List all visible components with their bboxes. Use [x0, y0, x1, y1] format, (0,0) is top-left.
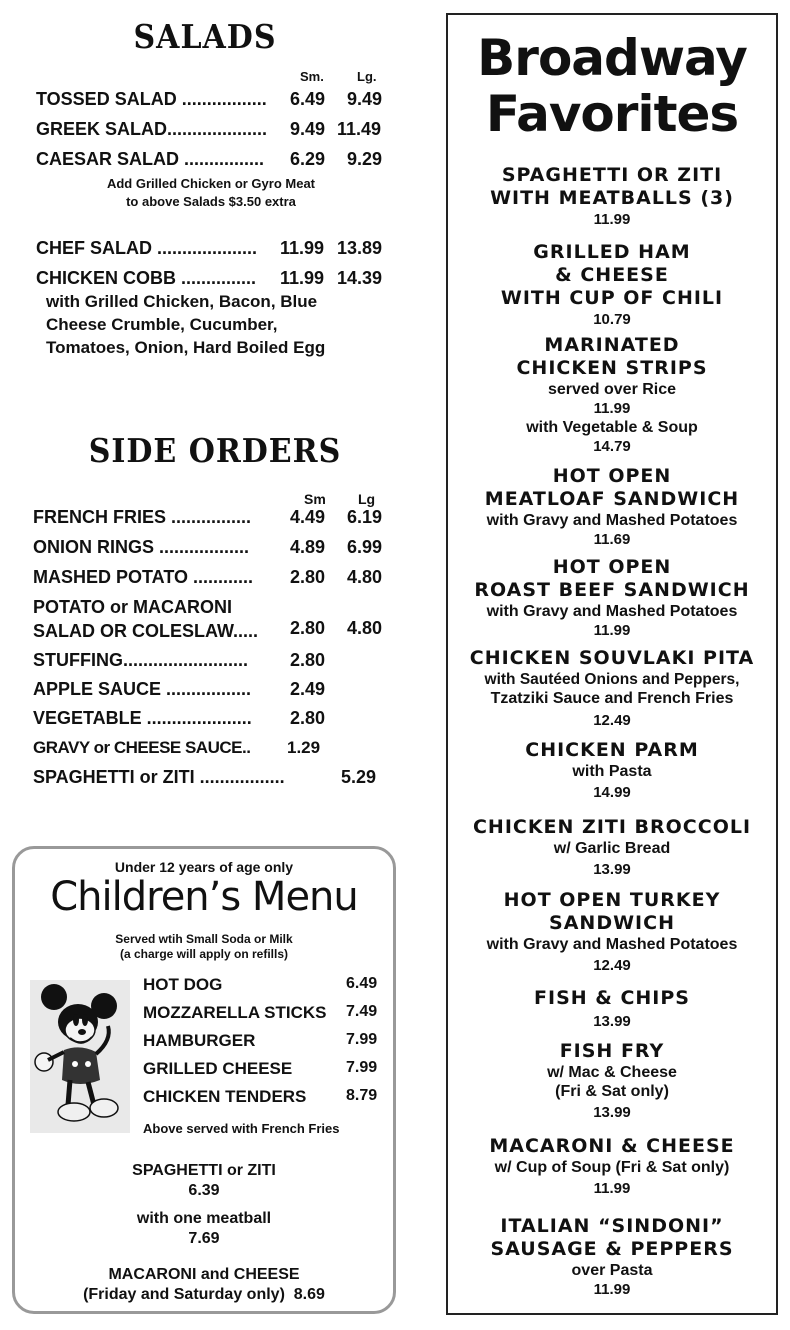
- favorite-item: [446, 164, 778, 229]
- kids-item-price: 7.49: [346, 1003, 378, 1020]
- item-title: ROAST BEEF SANDWICH: [474, 579, 750, 601]
- broadway-title: [446, 30, 778, 142]
- price-lg: 6.19: [347, 507, 383, 527]
- item-name: APPLE SAUCE .................: [33, 679, 252, 699]
- menu-item: [36, 149, 264, 170]
- favorite-item: [446, 739, 778, 802]
- favorite-item: [446, 556, 778, 640]
- kids-meatball: [12, 1209, 396, 1249]
- item-name: POTATO or MACARONI: [33, 597, 232, 617]
- kids-spaghetti: [12, 1161, 396, 1201]
- item-title: CHICKEN ZITI BROCCOLI: [472, 816, 752, 838]
- item-desc: w/ Cup of Soup (Fri & Sat only): [494, 1159, 730, 1176]
- item-price: 12.49: [593, 712, 631, 729]
- menu-item: [33, 537, 249, 558]
- addon-line: Add Grilled Chicken or Gyro Meat: [106, 176, 316, 191]
- item-price: 11.99: [593, 211, 631, 228]
- item-name: FRENCH FRIES ................: [33, 507, 252, 527]
- item-name: STUFFING.........................: [33, 650, 249, 670]
- item-name: SPAGHETTI or ZITI .................: [33, 767, 285, 787]
- item-desc: Tzatziki Sauce and French Fries: [490, 690, 734, 707]
- item-name: ONION RINGS ..................: [33, 537, 250, 557]
- note-line: Served wtih Small Soda or Milk: [115, 932, 293, 946]
- price-lg: 4.80: [347, 567, 383, 587]
- item-title: FISH FRY: [559, 1040, 665, 1062]
- item-price: 12.49: [593, 957, 631, 974]
- item-title: HOT OPEN: [552, 556, 672, 578]
- menu-item: [36, 238, 257, 259]
- menu-item: [36, 119, 267, 140]
- favorite-item: [446, 1040, 778, 1122]
- price-lg: 14.39: [337, 268, 383, 288]
- item-title: SPAGHETTI OR ZITI: [501, 164, 723, 186]
- favorite-item: [446, 465, 778, 549]
- kids-mac: [12, 1265, 396, 1305]
- item-desc: served over Rice: [547, 381, 677, 398]
- item-title: HOT OPEN: [552, 465, 672, 487]
- favorite-item: [446, 816, 778, 879]
- favorite-item: [446, 334, 778, 456]
- served-note: [12, 932, 396, 962]
- addon-line: to above Salads $3.50 extra: [126, 194, 296, 209]
- price-lg: 11.49: [337, 119, 382, 139]
- price-lg: 13.89: [337, 238, 383, 258]
- item-title: MEATLOAF SANDWICH: [484, 488, 740, 510]
- price-lg: 9.49: [347, 89, 383, 109]
- item-price: 11.99: [593, 1281, 631, 1298]
- menu-item: [36, 89, 267, 110]
- price-sm: 2.49: [290, 679, 326, 699]
- side-orders-heading: SIDE ORDERS: [88, 432, 342, 471]
- favorite-item: [446, 1215, 778, 1299]
- fries-note: Above served with French Fries: [143, 1121, 340, 1136]
- cartoon-mouse-image: [30, 980, 130, 1133]
- item-title: FISH & CHIPS: [534, 987, 690, 1009]
- price: 5.29: [341, 767, 377, 787]
- kids-item-name: HOT DOG: [143, 975, 223, 994]
- salads-col-lg: Lg.: [357, 69, 377, 84]
- price-sm: 11.99: [280, 268, 325, 288]
- item-price: 14.79: [593, 438, 631, 455]
- menu-item: [33, 738, 250, 758]
- item-title: CHICKEN PARM: [525, 739, 699, 761]
- childrens-menu-title: Children’s Menu: [50, 874, 358, 920]
- item-name: SPAGHETTI or ZITI: [132, 1162, 276, 1179]
- kids-item-name: GRILLED CHEESE: [143, 1059, 293, 1078]
- menu-item: [36, 268, 256, 289]
- item-title: CHICKEN STRIPS: [516, 357, 708, 379]
- item-price: 13.99: [593, 861, 631, 878]
- item-name: with one meatball: [136, 1210, 272, 1227]
- item-name: GRAVY or CHEESE SAUCE..: [33, 738, 251, 757]
- item-name: CHICKEN COBB ...............: [36, 268, 257, 288]
- item-name: SALAD OR COLESLAW.....: [33, 621, 259, 641]
- item-price: 11.99: [593, 400, 631, 417]
- item-name: CHEF SALAD ....................: [36, 238, 258, 258]
- item-name: VEGETABLE .....................: [33, 708, 252, 728]
- age-note: Under 12 years of age only: [114, 859, 294, 875]
- price-sm: 1.29: [287, 738, 321, 757]
- item-price: 11.69: [593, 531, 631, 548]
- item-name: GREEK SALAD....................: [36, 119, 268, 139]
- item-title: SANDWICH: [549, 912, 675, 934]
- note-line: (a charge will apply on refills): [119, 947, 289, 961]
- item-title: HOT OPEN TURKEY: [503, 889, 721, 911]
- favorite-item: [446, 987, 778, 1031]
- menu-item: [33, 650, 248, 671]
- item-price: 13.99: [593, 1104, 631, 1121]
- item-desc: with Gravy and Mashed Potatoes: [486, 603, 738, 620]
- item-desc: (Fri & Sat only): [555, 1083, 669, 1100]
- item-title: SAUSAGE & PEPPERS: [490, 1238, 734, 1260]
- item-price: 13.99: [593, 1013, 631, 1030]
- favorite-item: [446, 889, 778, 975]
- sides-col-lg: Lg: [358, 491, 376, 507]
- price-sm: 4.89: [290, 537, 326, 557]
- item-price: 6.39: [188, 1182, 220, 1199]
- price-sm: 6.49: [290, 89, 326, 109]
- price-lg: 4.80: [347, 618, 383, 638]
- title-line: Favorites: [485, 85, 739, 143]
- desc-line: Tomatoes, Onion, Hard Boiled Egg: [46, 338, 326, 357]
- kids-item-price: 6.49: [346, 975, 378, 992]
- price-sm: 11.99: [280, 238, 325, 258]
- item-price: 11.99: [593, 622, 631, 639]
- item-desc: with Pasta: [572, 763, 652, 780]
- item-desc: with Sautéed Onions and Peppers,: [484, 671, 740, 688]
- item-desc: with Vegetable & Soup: [526, 419, 698, 436]
- item-price: 7.69: [188, 1230, 220, 1247]
- salads-col-sm: Sm.: [300, 69, 324, 84]
- price-sm: 9.49: [290, 119, 326, 139]
- item-desc: over Pasta: [571, 1262, 653, 1279]
- title-line: Broadway: [477, 29, 747, 87]
- item-title: WITH CUP OF CHILI: [500, 287, 724, 309]
- price-sm: 6.29: [290, 149, 326, 169]
- desc-line: Cheese Crumble, Cucumber,: [46, 315, 278, 334]
- price-lg: 9.29: [347, 149, 383, 169]
- kids-item-name: HAMBURGER: [143, 1031, 256, 1050]
- favorite-item: [446, 647, 778, 730]
- price-sm: 2.80: [290, 618, 326, 638]
- price-sm: 2.80: [290, 650, 326, 670]
- price-sm: 4.49: [290, 507, 326, 527]
- salad-addon-note: [36, 175, 386, 211]
- item-title: MARINATED: [544, 334, 680, 356]
- item-title: CHICKEN SOUVLAKI PITA: [469, 647, 755, 669]
- item-name: MACARONI and CHEESE: [108, 1266, 300, 1283]
- item-price: 10.79: [593, 311, 631, 328]
- item-title: ITALIAN “SINDONI”: [500, 1215, 724, 1237]
- kids-item-name: CHICKEN TENDERS: [143, 1087, 307, 1106]
- item-desc: with Gravy and Mashed Potatoes: [486, 512, 738, 529]
- item-name: CAESAR SALAD ................: [36, 149, 265, 169]
- kids-item-price: 8.79: [346, 1087, 378, 1104]
- item-price: 11.99: [593, 1180, 631, 1197]
- cobb-description: [46, 290, 325, 359]
- salads-heading: SALADS: [133, 18, 277, 57]
- menu-item: [33, 767, 285, 788]
- menu-item: [33, 679, 251, 700]
- item-name: MASHED POTATO ............: [33, 567, 254, 587]
- item-desc: w/ Mac & Cheese: [547, 1064, 677, 1081]
- kids-item-price: 7.99: [346, 1059, 378, 1076]
- item-title: & CHEESE: [555, 264, 669, 286]
- item-desc: w/ Garlic Bread: [553, 840, 671, 857]
- kids-item-price: 7.99: [346, 1031, 378, 1048]
- menu-item: [33, 708, 252, 729]
- item-desc: with Gravy and Mashed Potatoes: [486, 936, 738, 953]
- price-sm: 2.80: [290, 708, 326, 728]
- item-name: (Friday and Saturday only) 8.69: [83, 1286, 325, 1303]
- menu-item: [33, 595, 258, 643]
- item-title: GRILLED HAM: [533, 241, 691, 263]
- price-lg: 6.99: [347, 537, 383, 557]
- favorite-item: [446, 241, 778, 329]
- price-sm: 2.80: [290, 567, 326, 587]
- favorite-item: [446, 1135, 778, 1198]
- menu-item: [33, 567, 253, 588]
- item-price: 14.99: [593, 784, 631, 801]
- sides-col-sm: Sm: [304, 491, 326, 507]
- desc-line: with Grilled Chicken, Bacon, Blue: [46, 292, 318, 311]
- item-title: MACARONI & CHEESE: [489, 1135, 735, 1157]
- kids-item-name: MOZZARELLA STICKS: [143, 1003, 327, 1022]
- menu-item: [33, 507, 251, 528]
- item-name: TOSSED SALAD .................: [36, 89, 267, 109]
- item-title: WITH MEATBALLS (3): [490, 187, 734, 209]
